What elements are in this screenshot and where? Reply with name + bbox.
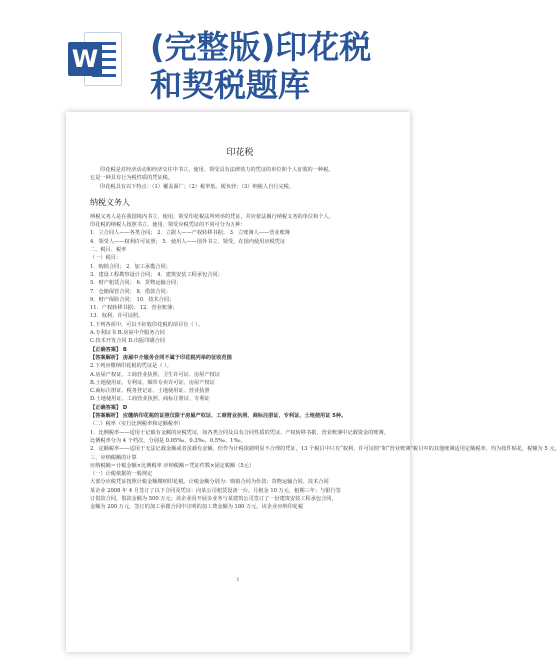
section-heading: 纳税义务人 (90, 197, 130, 207)
body-line: 订借款合同，借款金额为 500 万元；该企业因开展多业务与某建筑公司签订了一份建筑安装工程承包合同， (90, 495, 337, 502)
body-line: 印花税的纳税人按照书立、使用、领受应税凭证的不同可分为五种： (90, 222, 246, 229)
body-line: 纳税义务人是在我国境内书立、使用、领受印花税法所列举的凭证，并应依法履行纳税义务的单位和个人。 (90, 213, 334, 220)
document-header (0, 0, 474, 104)
document-page[interactable] (66, 112, 560, 652)
body-line: 1．比例税率——适用于记载有金额的应税凭证，如各类合同及具有合同性质的凭证、产权转移书据、营业账簿中记载资金的账簿。 (90, 429, 389, 436)
body-line: 【答案解析】 应缴纳印花税的证照仅限于房屋产权证、工商营业执照、商标注册证、专利证、土地使用证 5种。 (90, 413, 347, 420)
body-line: 【正确答案】 D (90, 404, 128, 411)
title-line-1: (完整版)印花税 (150, 28, 372, 66)
body-line: 3．建设工程勘察设计合同； 4．建筑安装工程承包合同； (90, 271, 223, 278)
body-line: 11．产权转移书据； 12．营业账簿； (90, 305, 178, 312)
body-text (90, 213, 560, 512)
body-line: 【答案解析】 房屋中介服务合同不属于印花税列举的征收范围 (90, 354, 232, 361)
body-line: 比例税率分为 4 个档次，分别是 0.05‰、0.3‰、0.5‰、1‰。 (90, 437, 246, 444)
body-line: A.房屋产权证、工商营业执照、卫生许可证、房屋产权证 (90, 371, 220, 378)
body-line: B.土地使用证、专利证、烟草专卖许可证、房屋产权证 (90, 379, 215, 386)
body-line: C.技术开发合同 D.出版印刷合同 (90, 338, 165, 345)
body-line: 金额为 200 万元，签订的加工承揽合同中注明的加工费金额为 180 万元，该企业应纳印花税 (90, 504, 304, 511)
body-line: 三、应纳税额的计算 (90, 454, 137, 461)
intro-line: 印花税具有以下特点：（1）覆盖面广；（2）税率低、税负轻；（3）纳税人自行完税。 (100, 183, 295, 190)
body-line: 13．权利、许可证照。 (90, 313, 144, 320)
body-line: 4．领受人——权利许可证照； 5．使用人——国外书立、领受，在国内使用应税凭证 (90, 238, 286, 245)
body-line: 某企业 2008 年 4 月签订了以下合同及凭证：向某公司租赁设备一台，月租金 10 万元，租期三年；与银行签 (90, 487, 341, 494)
body-line: C.商标注册证、税务登记证、土地使用证、营业执照 (90, 388, 210, 395)
body-line: 2．定额税率——适用于无法记载金额或者虽载有金额，但作为计税依据明显不合理的凭证，13 个税目中只有“权利、许可证照”和“营业账簿”税目中的其他账簿适用定额税率，均为按件贴花，税额为 5 元。 (90, 446, 560, 453)
intro-line: 它是一种具有行为税性质的凭证税。 (90, 175, 174, 182)
body-line: 应纳税额＝计税金额×比例税率 应纳税额＝凭证件数×固定税额（5元） (90, 462, 255, 469)
body-line: A.专利证书 B.房屋中介服务合同 (90, 330, 165, 337)
body-line: 二、税目、税率 (90, 247, 127, 254)
body-line: （一）税目： (90, 255, 122, 262)
body-line: D.土地使用证、工商营业执照、商标注册证、专利证 (90, 396, 210, 403)
body-line: 2.下列应缴纳印花税的凭证是（ ）。 (90, 363, 172, 370)
body-line: 1.下列各项中，可以不征收印花税的项目有（ ）。 (90, 321, 203, 328)
page-number: 1 (236, 577, 240, 583)
body-line: 1．购销合同； 2．加工承揽合同； (90, 263, 171, 270)
intro-line: 印花税是对经济活动和经济交往中书立、使用、领受具有法律效力的凭证的单位和个人征收的一种税。 (100, 167, 334, 173)
title-line-2: 和契税题库 (150, 66, 311, 104)
body-line: 9．财产保险合同； 10．技术合同； (90, 296, 175, 303)
page-content (90, 146, 560, 512)
body-line: 1．立合同人——各类合同； 2．立据人——产权转移书据； 3．立账簿人——营业账簿 (90, 230, 290, 237)
body-line: （二）税率（实行比例税率和定额税率） (90, 421, 184, 428)
body-line: 【正确答案】 B (90, 346, 127, 353)
document-title (150, 28, 450, 104)
body-line: （一）计税依据的一般规定 (90, 471, 153, 478)
word-letter: W (68, 42, 102, 76)
word-doc-icon (68, 30, 124, 90)
body-line: 5．财产租赁合同； 6．货物运输合同； (90, 280, 182, 287)
body-line: 7．仓储保管合同； 8．借款合同； (90, 288, 171, 295)
body-line: 大部分应税凭证按照计税金额缴纳印花税。计税金额分别为：购销合同为价款；货物运输合同、技术合同 (90, 479, 329, 486)
page-title: 印花税 (226, 148, 254, 158)
